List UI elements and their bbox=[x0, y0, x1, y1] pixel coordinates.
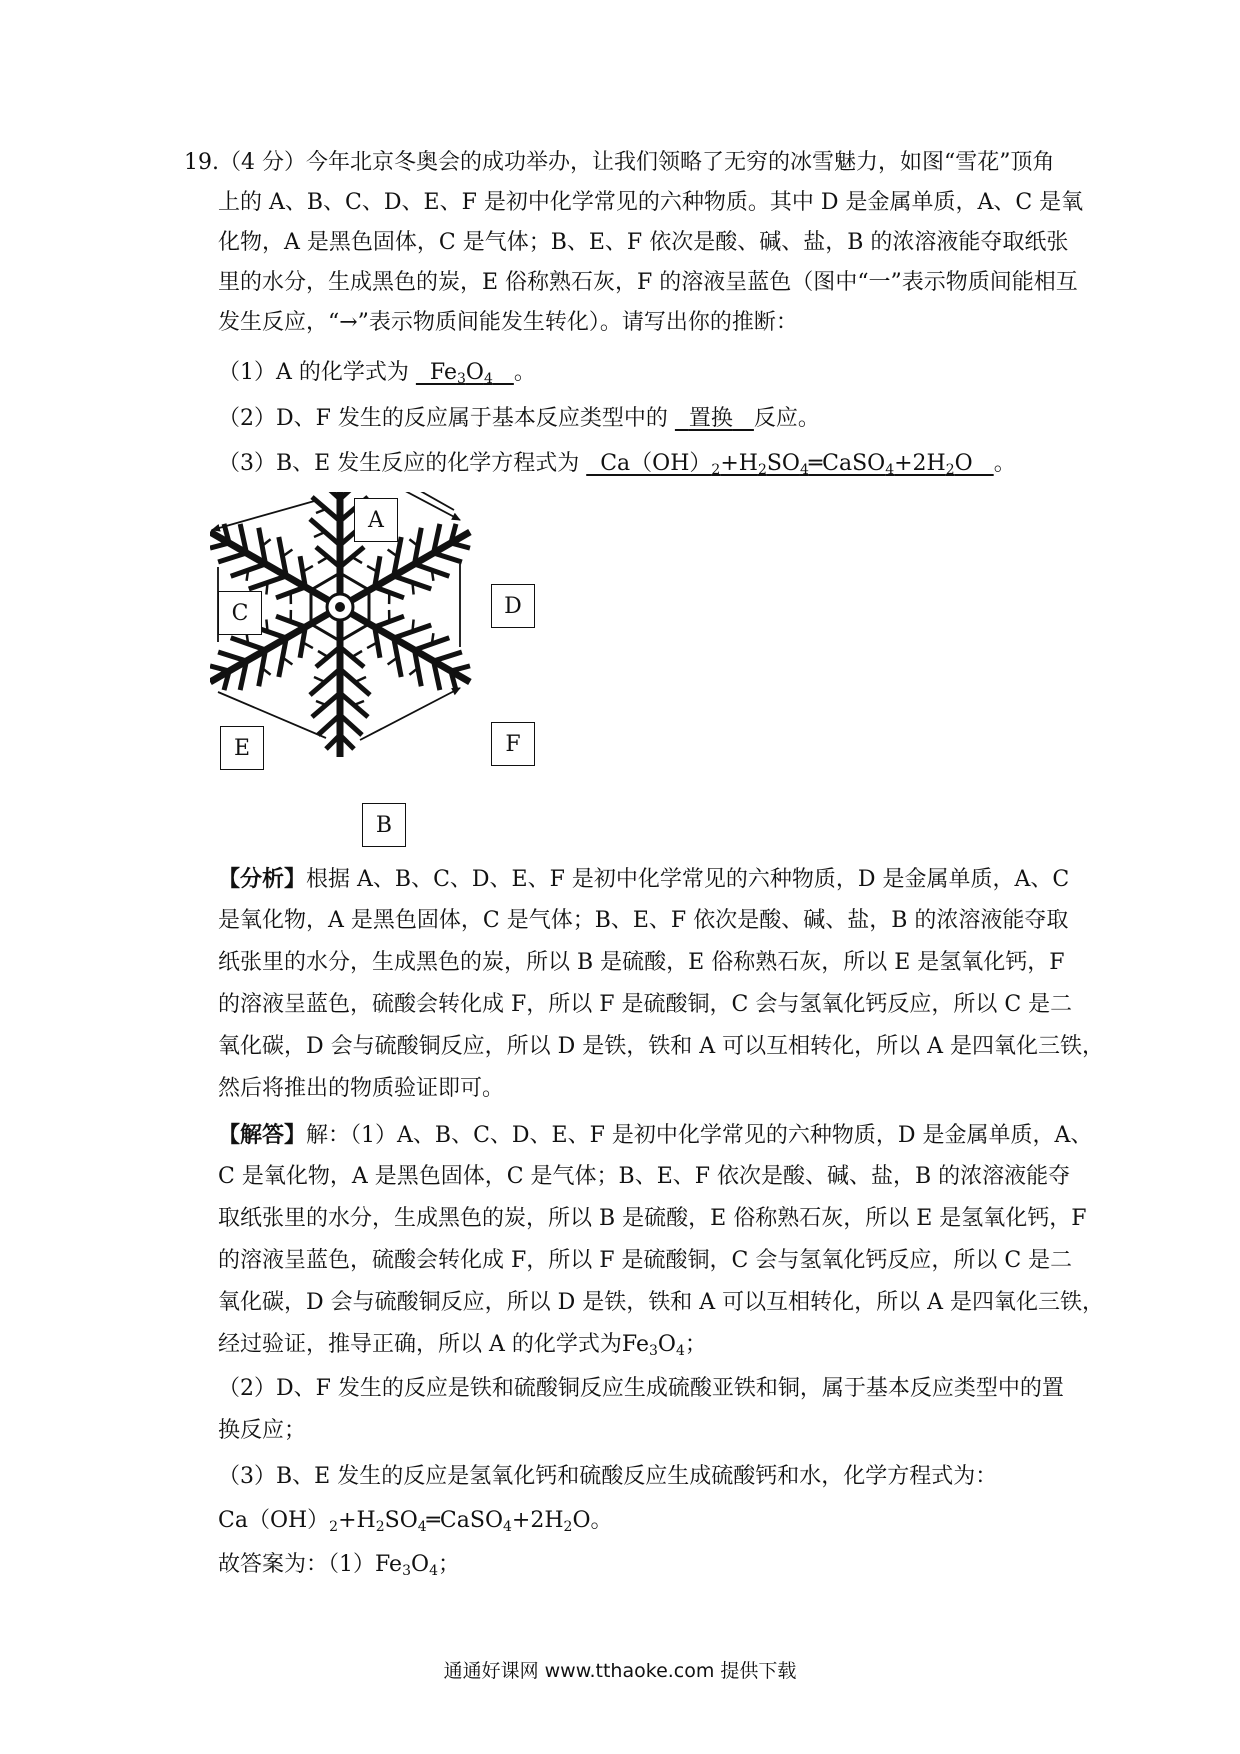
answer-2-text: 置换 bbox=[688, 406, 733, 431]
solution-line-1 bbox=[218, 1120, 1092, 1151]
node-a: A bbox=[354, 498, 398, 542]
question-line-5: 发生反应，“→”表示物质间能发生转化）。请写出你的推断： bbox=[218, 310, 798, 335]
solution-equation-suffix: 。 bbox=[590, 1508, 613, 1533]
node-e: E bbox=[220, 726, 264, 770]
question-line-2: 上的 A、B、C、D、E、F 是初中化学常见的六种物质。其中 D 是金属单质，A、C 是氧 bbox=[218, 190, 1084, 215]
question-line-3: 化物，A 是黑色固体，C 是气体；B、E、F 依次是酸、碱、盐，B 的浓溶液能夺取纸张 bbox=[218, 230, 1069, 255]
solution-line-6-suffix: ； bbox=[684, 1332, 707, 1357]
analysis-line-4: 的溶液呈蓝色，硫酸会转化成 F，所以 F 是硫酸铜，C 会与氢氧化钙反应，所以 C 是二 bbox=[218, 992, 1073, 1017]
sub-question-3-suffix: 。 bbox=[993, 451, 1016, 476]
final-answer-prefix: 故答案为：（1） bbox=[218, 1552, 375, 1577]
node-d: D bbox=[491, 584, 535, 628]
answer-3-equation: $Ca(OH)_2+H_2SO_4═CaSO_4+2H_2O$ bbox=[586, 451, 994, 478]
analysis-line-2: 是氧化物，A 是黑色固体，C 是气体；B、E、F 依次是酸、碱、盐，B 的浓溶液能夺取 bbox=[218, 908, 1069, 933]
sub-question-2-prefix: （2）D、F 发生的反应属于基本反应类型中的 bbox=[218, 406, 668, 431]
solution-line-8: 换反应； bbox=[218, 1418, 307, 1443]
solution-line-1-text: 解：（1）A、B、C、D、E、F 是初中化学常见的六种物质，D 是金属单质，A、 bbox=[306, 1123, 1093, 1148]
analysis-line-1-text: 根据 A、B、C、D、E、F 是初中化学常见的六种物质，D 是金属单质，A、C bbox=[306, 867, 1070, 892]
analysis-line-5: 氧化碳，D 会与硫酸铜反应，所以 D 是铁，铁和 A 可以互相转化，所以 A 是四氧化三铁， bbox=[218, 1034, 1105, 1059]
final-answer-suffix: ； bbox=[437, 1552, 460, 1577]
analysis-line-3: 纸张里的水分，生成黑色的炭，所以 B 是硫酸，E 俗称熟石灰，所以 E 是氢氧化钙，F bbox=[218, 950, 1065, 975]
analysis-line-6: 然后将推出的物质验证即可。 bbox=[218, 1076, 505, 1101]
analysis-label: 【分析】 bbox=[218, 866, 307, 892]
answer-2 bbox=[675, 406, 754, 431]
question-line-4: 里的水分，生成黑色的炭，E 俗称熟石灰，F 的溶液呈蓝色（图中“一”表示物质间能相互 bbox=[218, 270, 1078, 295]
sub-question-3-prefix: （3）B、E 发生反应的化学方程式为 bbox=[218, 451, 580, 476]
solution-line-5: 氧化碳，D 会与硫酸铜反应，所以 D 是铁，铁和 A 可以互相转化，所以 A 是四氧化三铁， bbox=[218, 1290, 1105, 1315]
analysis-line-1 bbox=[218, 864, 1069, 895]
question-line-1: 19.（4 分）今年北京冬奥会的成功举办，让我们领略了无穷的冰雪魅力，如图“雪花”顶角 bbox=[184, 150, 1055, 175]
solution-line-7: （2）D、F 发生的反应是铁和硫酸铜反应生成硫酸亚铁和铜，属于基本反应类型中的置 bbox=[218, 1376, 1064, 1401]
sub-question-2-suffix: 反应。 bbox=[753, 406, 820, 431]
node-f: F bbox=[491, 722, 535, 766]
sub-question-1 bbox=[218, 358, 536, 388]
solution-equation: $Ca(OH)_2+H_2SO_4═CaSO_4+2H_2O$。 bbox=[218, 1508, 613, 1535]
answer-1: $Fe_3O_4$ bbox=[415, 360, 493, 387]
solution-line-4: 的溶液呈蓝色，硫酸会转化成 F，所以 F 是硫酸铜，C 会与氢氧化钙反应，所以 C 是二 bbox=[218, 1248, 1073, 1273]
node-c: C bbox=[218, 591, 262, 635]
sub-question-3 bbox=[218, 449, 1016, 479]
solution-line-6: 经过验证，推导正确，所以 A 的化学式为$Fe_3O_4$； bbox=[218, 1332, 707, 1359]
final-answer-line: 故答案为：$(1)Fe_3O_4$； bbox=[218, 1552, 460, 1579]
solution-line-2: C 是氧化物，A 是黑色固体，C 是气体；B、E、F 依次是酸、碱、盐，B 的浓溶液能夺 bbox=[218, 1164, 1071, 1189]
arrow-b-to-f bbox=[360, 688, 460, 740]
solution-line-9: （3）B、E 发生的反应是氢氧化钙和硫酸反应生成硫酸钙和水，化学方程式为： bbox=[218, 1464, 998, 1489]
sub-question-1-prefix: （1）A 的化学式为 bbox=[218, 360, 409, 385]
solution-line-6-text: 经过验证，推导正确，所以 A 的化学式为 bbox=[218, 1332, 622, 1357]
node-b: B bbox=[362, 803, 406, 847]
sub-question-1-suffix: 。 bbox=[513, 360, 536, 385]
sub-question-2 bbox=[218, 404, 820, 434]
solution-label: 【解答】 bbox=[218, 1122, 307, 1148]
solution-line-3: 取纸张里的水分，生成黑色的炭，所以 B 是硫酸，E 俗称熟石灰，所以 E 是氢氧化钙，F bbox=[218, 1206, 1087, 1231]
page-footer: 通通好课网 www.tthaoke.com 提供下载 bbox=[443, 1660, 797, 1682]
arrow-a-to-c bbox=[212, 500, 318, 530]
